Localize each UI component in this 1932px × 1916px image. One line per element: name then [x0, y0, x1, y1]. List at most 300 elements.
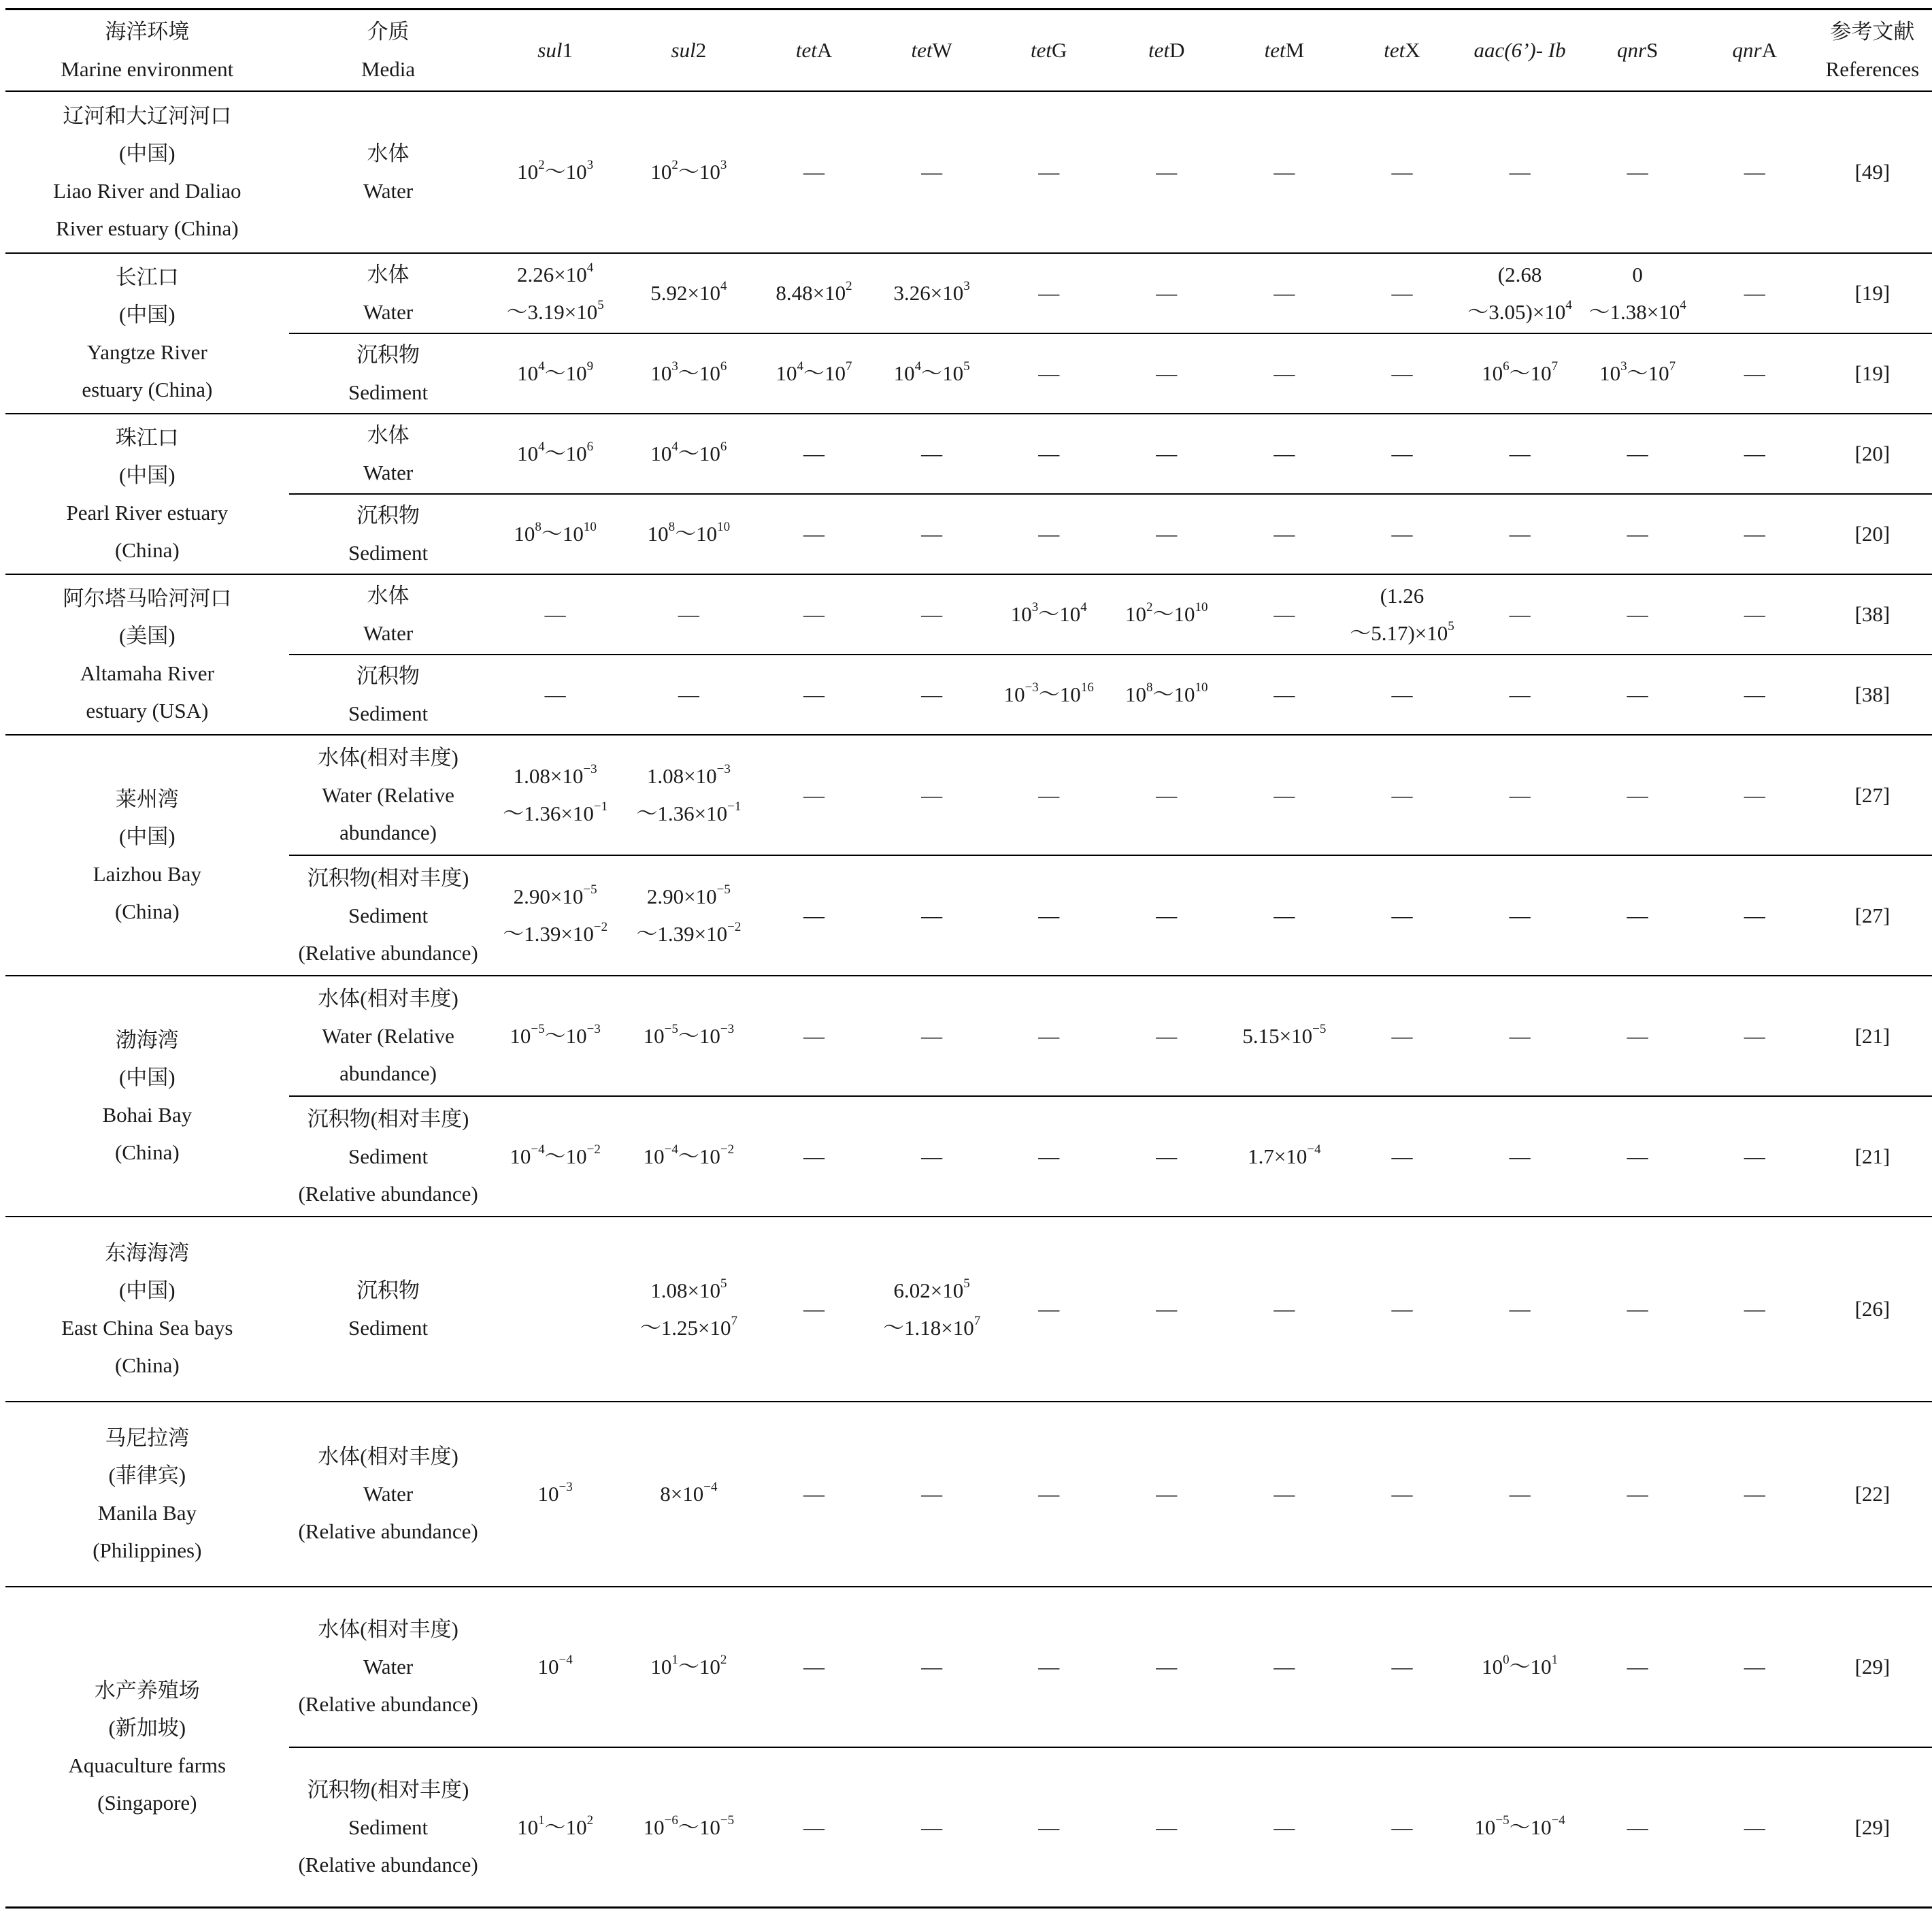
- media-cell: [289, 333, 488, 414]
- value-line: $10^4\sim 10^6$: [650, 440, 727, 465]
- cell-line: (Singapore): [97, 1791, 197, 1815]
- reference-cell: [20]: [1813, 414, 1932, 494]
- not-detected-cell: —: [1579, 1402, 1697, 1587]
- value-cell: [754, 333, 873, 414]
- value-line: $10^{-6}\sim 10^{-5}$: [643, 1813, 735, 1839]
- exponent: 4: [720, 279, 727, 293]
- not-detected-cell: —: [1225, 574, 1343, 655]
- exponent: −4: [703, 1480, 718, 1494]
- not-detected-cell: —: [1697, 655, 1813, 735]
- exponent: 2: [671, 158, 678, 172]
- not-detected-cell: —: [1697, 855, 1813, 976]
- value-line: $10^3\sim 10^4$: [1010, 600, 1087, 626]
- value-cell: [1225, 976, 1343, 1096]
- cell-line: Sediment: [348, 701, 429, 725]
- cell-line: abundance): [339, 820, 437, 844]
- value-cell: [1343, 574, 1461, 655]
- table-row: [5, 1587, 1932, 1747]
- cell-line: (Relative abundance): [298, 940, 478, 965]
- exponent: 5: [597, 297, 604, 312]
- gene-italic: sul: [671, 38, 696, 63]
- cell-line: (Relative abundance): [298, 1519, 478, 1543]
- value-line: $6.02\times 10^5$: [893, 1276, 970, 1302]
- value-cell: [487, 735, 622, 855]
- exponent: 3: [963, 279, 970, 293]
- value-cell: [623, 494, 754, 574]
- not-detected-cell: —: [1461, 1402, 1579, 1587]
- cell-line: Altamaha River: [80, 661, 214, 685]
- value-line: $10^1\sim 10^2$: [517, 1813, 594, 1839]
- value-cell: [623, 1096, 754, 1217]
- exponent: 1: [1551, 1653, 1559, 1667]
- marine-environment-cell: [5, 1587, 289, 1908]
- gene-suffix: G: [1052, 38, 1067, 63]
- exponent: 4: [1680, 297, 1686, 312]
- value-line: (1.26: [1380, 583, 1425, 608]
- value-line: $10^2\sim 10^3$: [650, 158, 727, 184]
- table-header: [5, 10, 1932, 91]
- not-detected-cell: —: [1461, 976, 1579, 1096]
- media-cell: [289, 91, 488, 253]
- value-line: $10^{-5}\sim 10^{-4}$: [1474, 1813, 1565, 1839]
- header-gene-qnrs: [1579, 10, 1697, 91]
- gene-italic: tet: [911, 38, 933, 63]
- reference-cell: [27]: [1813, 855, 1932, 976]
- not-detected-cell: —: [754, 574, 873, 655]
- not-detected-cell: —: [990, 1747, 1107, 1908]
- cell-line: (Relative abundance): [298, 1852, 478, 1877]
- exponent: −2: [593, 920, 608, 934]
- value-cell: [487, 1587, 622, 1747]
- value-line: $10^{-4}\sim 10^{-2}$: [510, 1142, 601, 1168]
- media-cell: [289, 735, 488, 855]
- not-detected-cell: —: [1579, 414, 1697, 494]
- header-gene-tetx: [1343, 10, 1461, 91]
- not-detected-cell: —: [1225, 1402, 1343, 1587]
- not-detected-cell: —: [1225, 253, 1343, 333]
- cell-line: Sediment: [348, 380, 429, 404]
- not-detected-cell: —: [1343, 1096, 1461, 1217]
- not-detected-cell: —: [1107, 253, 1225, 333]
- exponent: 7: [1669, 359, 1676, 374]
- media-cell: [289, 1747, 488, 1908]
- not-detected-cell: —: [1107, 1402, 1225, 1587]
- reference-cell: [27]: [1813, 735, 1932, 855]
- exponent: −5: [531, 1021, 545, 1036]
- not-detected-cell: —: [1579, 1747, 1697, 1908]
- media-cell: [289, 976, 488, 1096]
- not-detected-cell: —: [1225, 855, 1343, 976]
- exponent: −2: [586, 1142, 601, 1157]
- cell-line: Water (Relative: [322, 1023, 454, 1048]
- exponent: 3: [1620, 359, 1627, 374]
- cell-line: 水产养殖场: [94, 1679, 200, 1703]
- exponent: 7: [731, 1313, 737, 1328]
- not-detected-cell: —: [754, 1217, 873, 1402]
- not-detected-cell: —: [1107, 91, 1225, 253]
- value-line: $10^4\sim 10^9$: [517, 359, 594, 385]
- not-detected-cell: —: [1225, 735, 1343, 855]
- not-detected-cell: —: [990, 855, 1107, 976]
- not-detected-cell: —: [1343, 1402, 1461, 1587]
- not-detected-cell: —: [1343, 976, 1461, 1096]
- gene-italic: tet: [795, 38, 817, 63]
- exponent: −5: [720, 1813, 735, 1828]
- exponent: 3: [720, 158, 727, 172]
- exponent: 4: [797, 359, 804, 374]
- exponent: 4: [914, 359, 922, 374]
- cell-line: 渤海湾: [115, 1027, 179, 1052]
- cell-line: Water: [363, 460, 414, 484]
- not-detected-cell: —: [990, 333, 1107, 414]
- not-detected-cell: —: [1461, 655, 1579, 735]
- cell-line: (中国): [118, 1278, 176, 1302]
- not-detected-cell: —: [1225, 1217, 1343, 1402]
- not-detected-cell: —: [623, 655, 754, 735]
- marine-environment-cell: [5, 1217, 289, 1402]
- value-line: $1.08\times 10^{-3}$: [646, 762, 731, 788]
- value-cell: [623, 855, 754, 976]
- value-cell: [873, 1217, 990, 1402]
- not-detected-cell: —: [1225, 333, 1343, 414]
- not-detected-cell: —: [873, 494, 990, 574]
- exponent: −5: [1312, 1021, 1327, 1036]
- cell-line: 沉积物(相对丰度): [307, 1106, 469, 1131]
- not-detected-cell: —: [990, 91, 1107, 253]
- not-detected-cell: —: [1343, 494, 1461, 574]
- exponent: 1: [538, 1813, 545, 1828]
- cell-line: (中国): [118, 463, 176, 487]
- value-cell: [623, 91, 754, 253]
- cell-line: Water: [363, 621, 414, 645]
- not-detected-cell: —: [754, 1096, 873, 1217]
- not-detected-cell: —: [1579, 494, 1697, 574]
- table-row: [5, 1217, 1932, 1402]
- exponent: −2: [720, 1142, 735, 1157]
- gene-italic: tet: [1148, 38, 1170, 63]
- cell-line: 沉积物(相对丰度): [307, 1777, 469, 1802]
- not-detected-cell: —: [1343, 655, 1461, 735]
- header-row: [5, 10, 1932, 91]
- value-cell: [1461, 253, 1579, 333]
- exponent: −5: [716, 882, 731, 897]
- gene-italic: aac(6’)- Ib: [1473, 38, 1566, 63]
- value-line: $10^0\sim 10^1$: [1482, 1653, 1559, 1679]
- not-detected-cell: —: [754, 976, 873, 1096]
- exponent: 5: [1448, 618, 1454, 633]
- not-detected-cell: —: [990, 1096, 1107, 1217]
- marine-environment-cell: [5, 91, 289, 253]
- gene-suffix: 2: [695, 38, 707, 63]
- not-detected-cell: —: [1343, 414, 1461, 494]
- reference-cell: [21]: [1813, 976, 1932, 1096]
- not-detected-cell: —: [1343, 1747, 1461, 1908]
- cell-line: Water: [363, 178, 414, 203]
- not-detected-cell: —: [990, 253, 1107, 333]
- not-detected-cell: —: [1225, 494, 1343, 574]
- cell-line: Liao River and Daliao: [53, 178, 242, 203]
- cell-line: (China): [114, 538, 180, 562]
- value-cell: [990, 574, 1107, 655]
- header-media: [289, 10, 488, 91]
- cell-line: Sediment: [348, 903, 429, 927]
- reference-cell: [20]: [1813, 494, 1932, 574]
- value-line: $5.15\times 10^{-5}$: [1242, 1021, 1327, 1048]
- cell-line: Media: [361, 56, 416, 81]
- table-row: [5, 253, 1932, 333]
- not-detected-cell: —: [754, 414, 873, 494]
- media-cell: [289, 253, 488, 333]
- gene-italic: sul: [537, 38, 563, 63]
- exponent: 2: [586, 1813, 594, 1828]
- media-cell: [289, 574, 488, 655]
- cell-line: East China Sea bays: [61, 1315, 233, 1340]
- not-detected-cell: —: [1107, 1217, 1225, 1402]
- value-cell: [487, 1217, 622, 1402]
- not-detected-cell: —: [873, 655, 990, 735]
- table-row: [5, 1402, 1932, 1587]
- media-cell: [289, 1587, 488, 1747]
- marine-environment-cell: [5, 414, 289, 574]
- exponent: −6: [664, 1813, 678, 1828]
- header-gene-teta: [754, 10, 873, 91]
- cell-line: 水体: [367, 423, 410, 447]
- not-detected-cell: —: [1579, 1587, 1697, 1747]
- exponent: 5: [963, 359, 970, 374]
- cell-line: (菲律宾): [108, 1463, 186, 1487]
- gene-suffix: A: [816, 38, 833, 63]
- value-cell: [754, 253, 873, 333]
- gene-suffix: D: [1169, 38, 1185, 63]
- cell-line: 东海海湾: [105, 1240, 190, 1265]
- exponent: −5: [664, 1021, 678, 1036]
- not-detected-cell: —: [873, 855, 990, 976]
- value-line: $10^3\sim 10^6$: [650, 359, 727, 385]
- cell-line: 水体(相对丰度): [318, 1444, 459, 1468]
- gene-italic: tet: [1031, 38, 1052, 63]
- value-cell: [487, 976, 622, 1096]
- exponent: 7: [1551, 359, 1559, 374]
- not-detected-cell: —: [1579, 574, 1697, 655]
- not-detected-cell: —: [873, 574, 990, 655]
- cell-line: Pearl River estuary: [66, 500, 229, 525]
- cell-line: (China): [114, 1353, 180, 1377]
- not-detected-cell: —: [1225, 655, 1343, 735]
- not-detected-cell: —: [990, 1402, 1107, 1587]
- value-cell: [623, 1217, 754, 1402]
- exponent: 9: [586, 359, 594, 374]
- cell-line: abundance): [339, 1061, 437, 1085]
- value-line: $\sim 1.18\times 10^7$: [883, 1313, 981, 1340]
- value-line: $\sim 3.19\times 10^5$: [506, 297, 604, 324]
- exponent: −5: [583, 882, 597, 897]
- exponent: −2: [727, 920, 742, 934]
- value-line: $10^4\sim 10^6$: [517, 440, 594, 465]
- header-references: [1813, 10, 1932, 91]
- not-detected-cell: —: [1697, 1096, 1813, 1217]
- cell-line: Bohai Bay: [102, 1102, 193, 1127]
- value-line: $10^{-3}\sim 10^{16}$: [1003, 680, 1094, 706]
- not-detected-cell: —: [873, 1096, 990, 1217]
- value-line: $\sim 3.05)\times 10^4$: [1467, 297, 1572, 324]
- cell-line: 水体: [367, 141, 410, 165]
- cell-line: (中国): [118, 141, 176, 165]
- cell-line: 水体(相对丰度): [318, 745, 459, 770]
- value-cell: [1461, 1587, 1579, 1747]
- not-detected-cell: —: [1579, 976, 1697, 1096]
- media-cell: [289, 655, 488, 735]
- value-line: $10^{-5}\sim 10^{-3}$: [643, 1021, 735, 1048]
- cell-line: Manila Bay: [97, 1500, 197, 1525]
- gene-italic: qnr: [1732, 38, 1762, 63]
- value-cell: [623, 333, 754, 414]
- cell-line: (中国): [118, 1065, 176, 1089]
- exponent: −3: [583, 762, 597, 776]
- cell-line: 沉积物: [356, 342, 420, 367]
- cell-line: 水体: [367, 262, 410, 286]
- value-cell: [1107, 574, 1225, 655]
- header-gene-tetg: [990, 10, 1107, 91]
- not-detected-cell: —: [1579, 1217, 1697, 1402]
- not-detected-cell: —: [754, 1402, 873, 1587]
- reference-cell: [26]: [1813, 1217, 1932, 1402]
- cell-line: 沉积物: [356, 503, 420, 527]
- value-line: $1.08\times 10^{-3}$: [513, 762, 597, 788]
- value-line: 0: [1632, 262, 1643, 286]
- exponent: 8: [1146, 680, 1153, 695]
- not-detected-cell: —: [754, 1587, 873, 1747]
- not-detected-cell: —: [1697, 494, 1813, 574]
- cell-line: 珠江口: [115, 425, 179, 450]
- cell-line: References: [1825, 56, 1920, 81]
- value-line: $10^6\sim 10^7$: [1482, 359, 1559, 385]
- gene-italic: tet: [1384, 38, 1405, 63]
- not-detected-cell: —: [1697, 1747, 1813, 1908]
- exponent: −1: [727, 799, 742, 814]
- value-cell: [1461, 333, 1579, 414]
- exponent: 6: [720, 440, 727, 454]
- exponent: 10: [1195, 680, 1208, 695]
- exponent: −1: [593, 799, 608, 814]
- not-detected-cell: —: [873, 1747, 990, 1908]
- value-line: $10^4\sim 10^5$: [893, 359, 970, 385]
- not-detected-cell: —: [754, 494, 873, 574]
- reference-cell: [29]: [1813, 1587, 1932, 1747]
- cell-line: estuary (China): [82, 377, 213, 401]
- table-row: [5, 494, 1932, 574]
- value-cell: [487, 855, 622, 976]
- exponent: −4: [1551, 1813, 1565, 1828]
- media-cell: [289, 1402, 488, 1587]
- not-detected-cell: —: [1579, 91, 1697, 253]
- exponent: 1: [671, 1653, 678, 1667]
- cell-line: Yangtze River: [86, 340, 207, 364]
- exponent: 4: [1565, 297, 1572, 312]
- reference-cell: [38]: [1813, 655, 1932, 735]
- value-cell: [487, 333, 622, 414]
- value-line: $10^8\sim 10^{10}$: [1125, 680, 1208, 706]
- marine-environment-cell: [5, 574, 289, 735]
- not-detected-cell: —: [1343, 1587, 1461, 1747]
- table-row: [5, 414, 1932, 494]
- value-line: $10^8\sim 10^{10}$: [514, 520, 597, 546]
- not-detected-cell: —: [1461, 574, 1579, 655]
- not-detected-cell: —: [990, 1587, 1107, 1747]
- not-detected-cell: —: [1225, 1587, 1343, 1747]
- exponent: −3: [586, 1021, 601, 1036]
- cell-line: (中国): [118, 824, 176, 848]
- exponent: 10: [717, 520, 731, 534]
- cell-line: 水体(相对丰度): [318, 1617, 459, 1641]
- not-detected-cell: —: [754, 91, 873, 253]
- not-detected-cell: —: [1579, 1096, 1697, 1217]
- exponent: −3: [1025, 680, 1039, 695]
- cell-line: Water: [363, 299, 414, 324]
- cell-line: (China): [114, 899, 180, 923]
- exponent: −3: [720, 1021, 735, 1036]
- not-detected-cell: —: [1107, 1096, 1225, 1217]
- value-cell: [487, 91, 622, 253]
- exponent: 5: [720, 1276, 727, 1291]
- header-gene-tetw: [873, 10, 990, 91]
- not-detected-cell: —: [873, 414, 990, 494]
- not-detected-cell: —: [1697, 253, 1813, 333]
- exponent: 2: [720, 1653, 727, 1667]
- value-line: $\sim 1.39\times 10^{-2}$: [636, 920, 742, 946]
- not-detected-cell: —: [1697, 1587, 1813, 1747]
- header-gene-qnra: [1697, 10, 1813, 91]
- cell-line: River estuary (China): [56, 216, 239, 240]
- not-detected-cell: —: [487, 574, 622, 655]
- gene-suffix: 1: [562, 38, 573, 63]
- value-cell: [487, 253, 622, 333]
- value-line: $10^3\sim 10^7$: [1599, 359, 1676, 385]
- exponent: 6: [720, 359, 727, 374]
- media-cell: [289, 414, 488, 494]
- value-cell: [623, 253, 754, 333]
- not-detected-cell: —: [1697, 1217, 1813, 1402]
- marine-environment-cell: [5, 976, 289, 1217]
- value-cell: [623, 735, 754, 855]
- value-line: $1.08\times 10^5$: [650, 1276, 727, 1302]
- exponent: 2: [1146, 600, 1153, 614]
- not-detected-cell: —: [990, 494, 1107, 574]
- reference-cell: [21]: [1813, 1096, 1932, 1217]
- not-detected-cell: —: [1697, 1402, 1813, 1587]
- not-detected-cell: —: [873, 91, 990, 253]
- value-cell: [990, 655, 1107, 735]
- value-cell: [623, 1587, 754, 1747]
- cell-line: Sediment: [348, 1144, 429, 1168]
- table-row: [5, 91, 1932, 253]
- value-cell: [487, 1402, 622, 1587]
- header-gene-tetm: [1225, 10, 1343, 91]
- not-detected-cell: —: [623, 574, 754, 655]
- value-cell: [1579, 253, 1697, 333]
- reference-cell: [19]: [1813, 333, 1932, 414]
- not-detected-cell: —: [1343, 1217, 1461, 1402]
- cell-line: Marine environment: [61, 56, 234, 81]
- value-cell: [487, 414, 622, 494]
- media-cell: [289, 1217, 488, 1402]
- value-cell: [873, 253, 990, 333]
- marine-environment-cell: [5, 1402, 289, 1587]
- not-detected-cell: —: [990, 976, 1107, 1096]
- value-line: $2.90\times 10^{-5}$: [513, 882, 597, 908]
- cell-line: 马尼拉湾: [105, 1425, 190, 1450]
- marine-environment-cell: [5, 253, 289, 414]
- not-detected-cell: —: [1461, 1096, 1579, 1217]
